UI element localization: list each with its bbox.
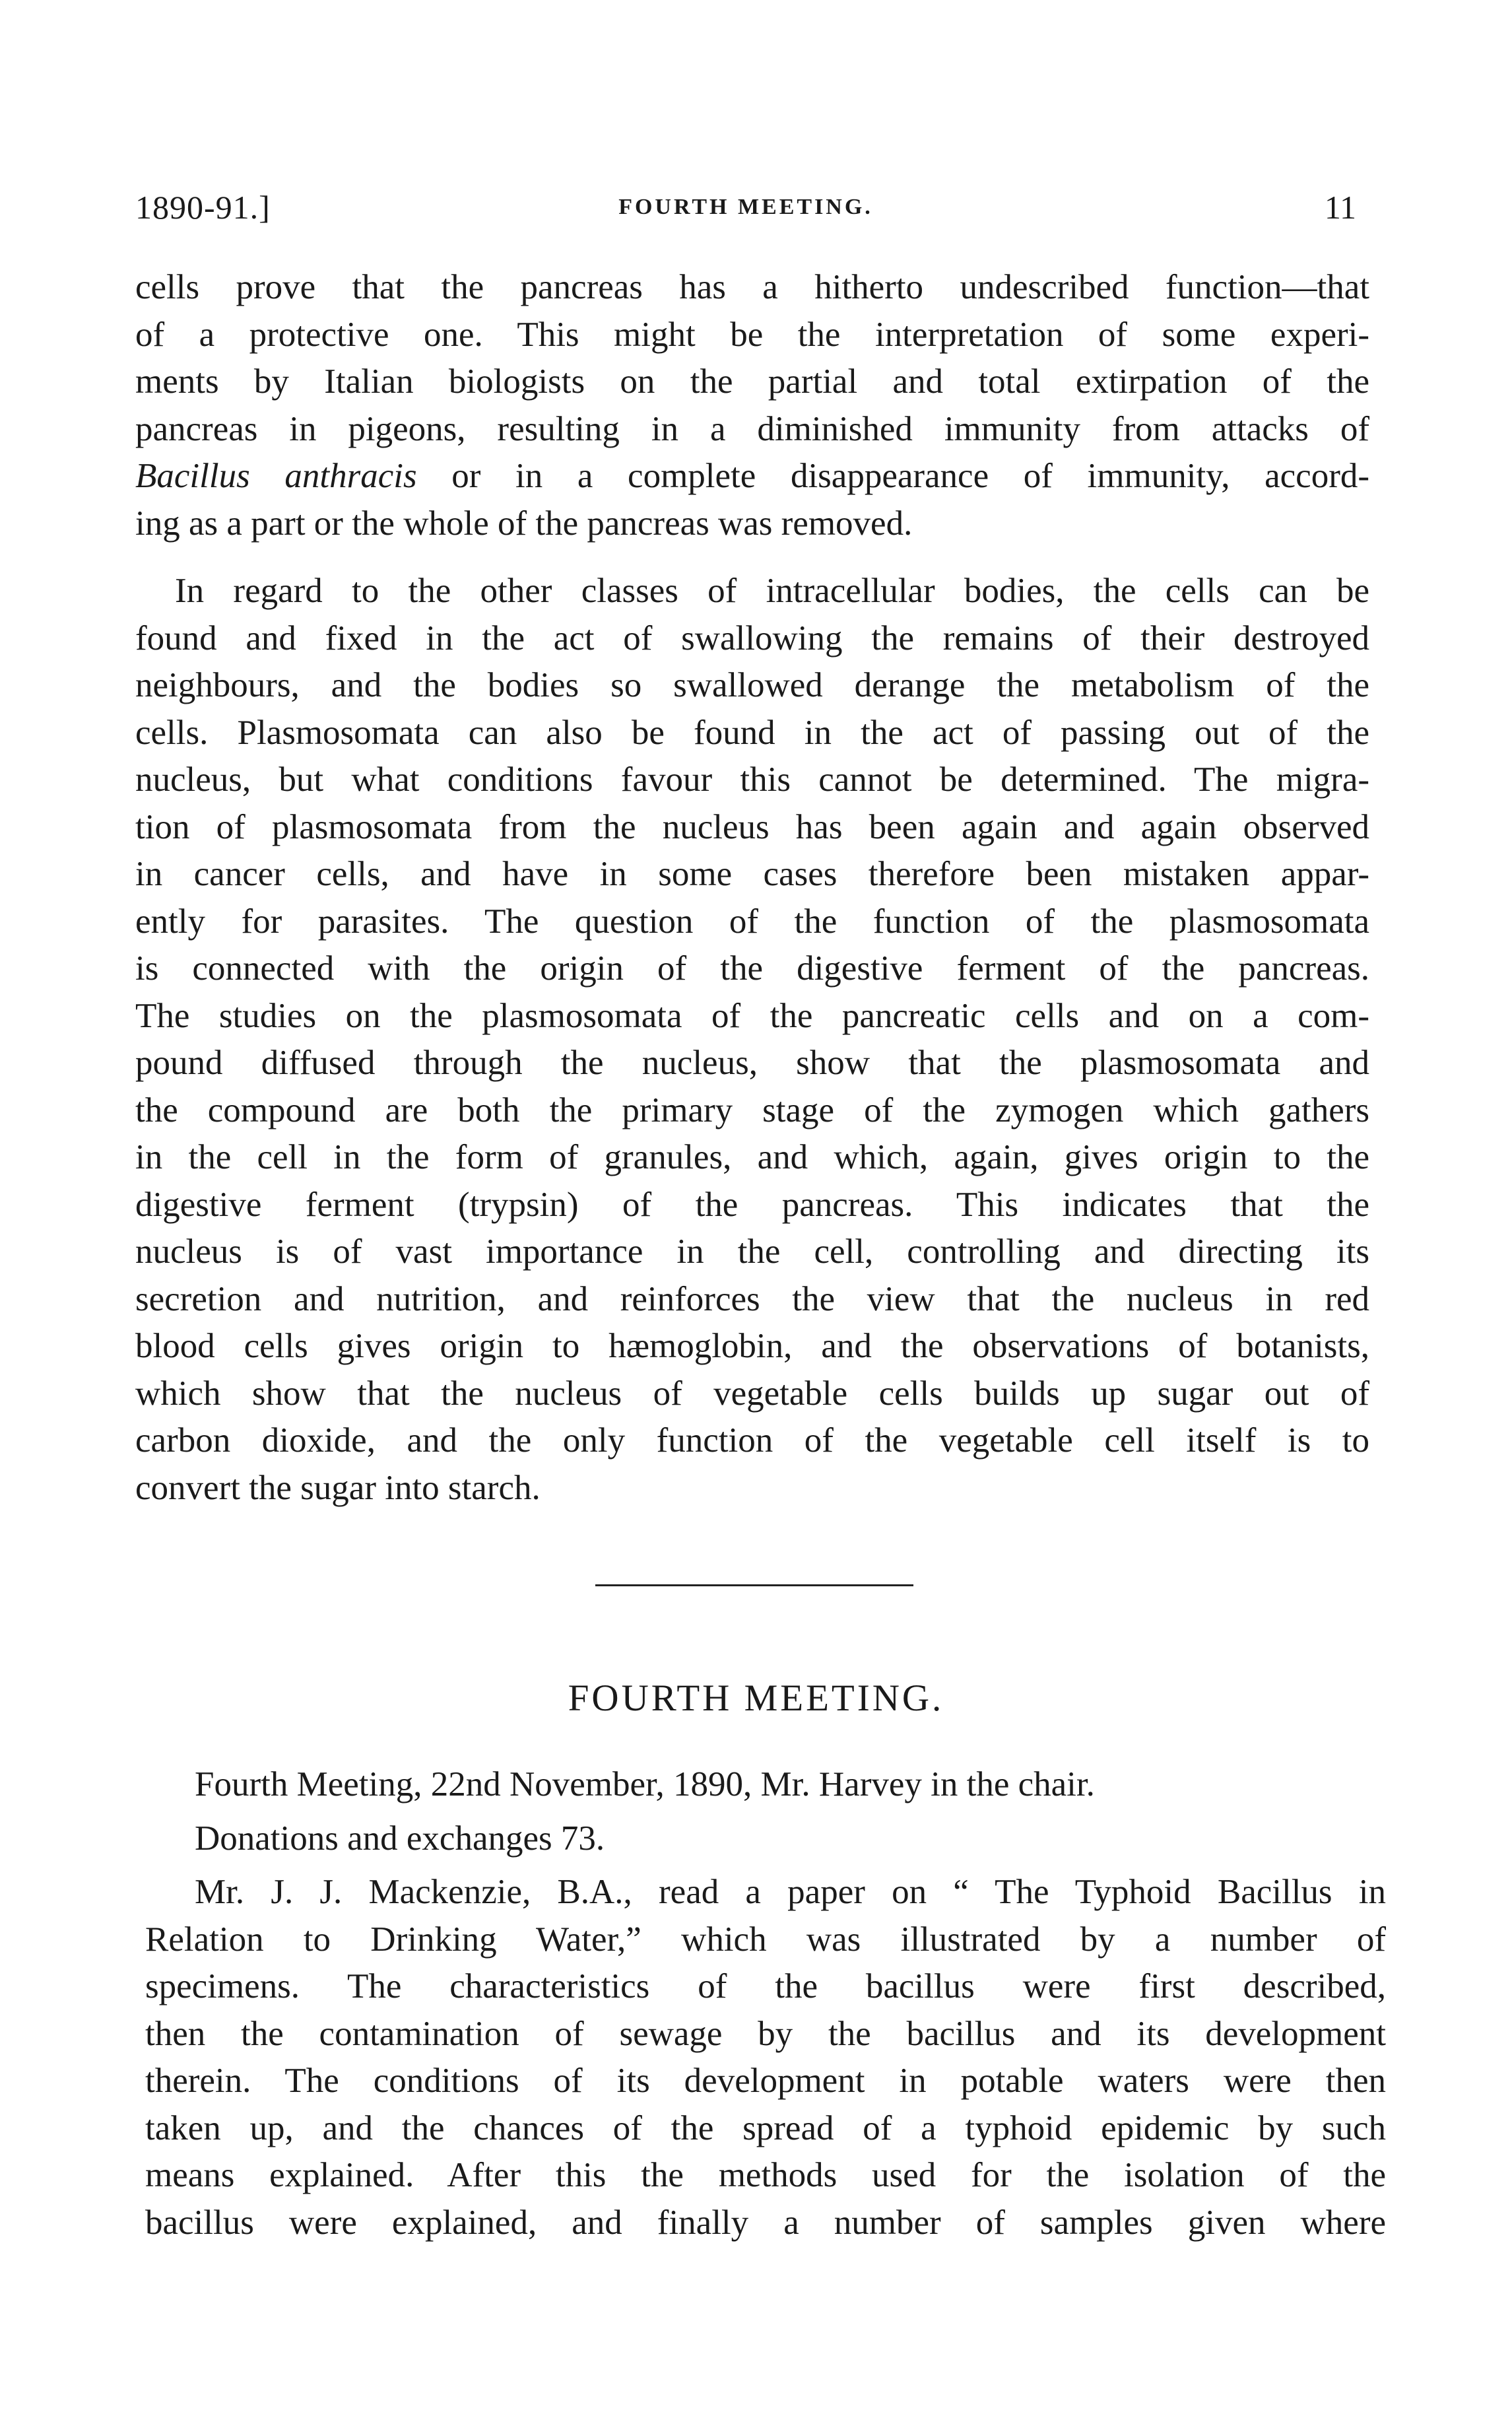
text-line: bacillus were explained, and finally a number of samples given where [145,2203,1386,2242]
section-divider [595,1584,913,1586]
text-line: is connected with the origin of the digestive ferment of the pancreas. [135,949,1369,988]
section-heading: FOURTH MEETING. [568,1677,944,1719]
meeting-minutes [145,1761,1386,2246]
text-line: nucleus is of vast importance in the cell, controlling and directing its [135,1232,1369,1271]
text-line: which show that the nucleus of vegetable cells builds up sugar out of [135,1374,1369,1413]
page-number: 11 [1324,189,1356,226]
text-line: the compound are both the primary stage of the zymogen which gathers [135,1091,1369,1129]
donations-line: Donations and exchanges 73. [195,1819,605,1858]
text-line: ments by Italian biologists on the partial and total extirpation of the [135,362,1369,401]
text-line: Relation to Drinking Water,” which was illustrated by a number of [145,1920,1386,1959]
text-line: ing as a part or the whole of the pancreas was removed. [135,504,913,543]
text-line: in cancer cells, and have in some cases therefore been mistaken appar- [135,855,1369,893]
running-title: FOURTH MEETING. [618,195,873,219]
text-line: In regard to the other classes of intracellular bodies, the cells can be [175,572,1369,610]
text-line: tion of plasmosomata from the nucleus has been again and again observed [135,807,1369,846]
paragraph-continued [135,264,1369,547]
text-line: Mr. J. J. Mackenzie, B.A., read a paper on “ The Typhoid Bacillus in [195,1873,1386,1911]
text-line: means explained. After this the methods used for the isolation of the [145,2156,1386,2194]
text-line: therein. The conditions of its development in potable waters were then [145,2062,1386,2100]
running-head [135,188,1356,234]
text-line: digestive ferment (trypsin) of the pancreas. This indicates that the [135,1185,1369,1224]
text-line: specimens. The characteristics of the bacillus were first described, [145,1967,1386,2005]
text-line: neighbours, and the bodies so swallowed derange the metabolism of the [135,666,1369,704]
text-line: taken up, and the chances of the spread of a typhoid epidemic by such [145,2108,1386,2147]
text-line-italic-term: Bacillus anthracis or in a complete disappearance of immunity, accord- [135,457,1369,495]
text-line: pancreas in pigeons, resulting in a diminished immunity from attacks of [135,409,1369,448]
text-line: in the cell in the form of granules, and which, again, gives origin to the [135,1138,1369,1176]
text-line: found and fixed in the act of swallowing the remains of their destroyed [135,619,1369,657]
text-line: nucleus, but what conditions favour this cannot be determined. The migra- [135,760,1369,799]
text-line: secretion and nutrition, and reinforces the view that the nucleus in red [135,1279,1369,1318]
text-line: cells prove that the pancreas has a hitherto undescribed function—that [135,268,1369,306]
text-line: then the contamination of sewage by the bacillus and its development [145,2014,1386,2053]
meeting-line: Fourth Meeting, 22nd November, 1890, Mr. Harvey in the chair. [195,1765,1095,1803]
text-line: The studies on the plasmosomata of the pancreatic cells and on a com- [135,996,1369,1035]
volume-years: 1890-91.] [135,189,271,226]
text-line: ently for parasites. The question of the function of the plasmosomata [135,902,1369,941]
text-line: of a protective one. This might be the interpretation of some experi- [135,315,1369,354]
text-line: pound diffused through the nucleus, show that the plasmosomata and [135,1044,1369,1082]
text-line: blood cells gives origin to hæmoglobin, and the observations of botanists, [135,1327,1369,1365]
text-line: carbon dioxide, and the only function of the vegetable cell itself is to [135,1421,1369,1460]
text-line: cells. Plasmosomata can also be found in the act of passing out of the [135,713,1369,752]
species-name: Bacillus anthracis [135,457,417,495]
paragraph-intracellular-bodies [135,568,1369,1512]
text-line: convert the sugar into starch. [135,1468,541,1507]
